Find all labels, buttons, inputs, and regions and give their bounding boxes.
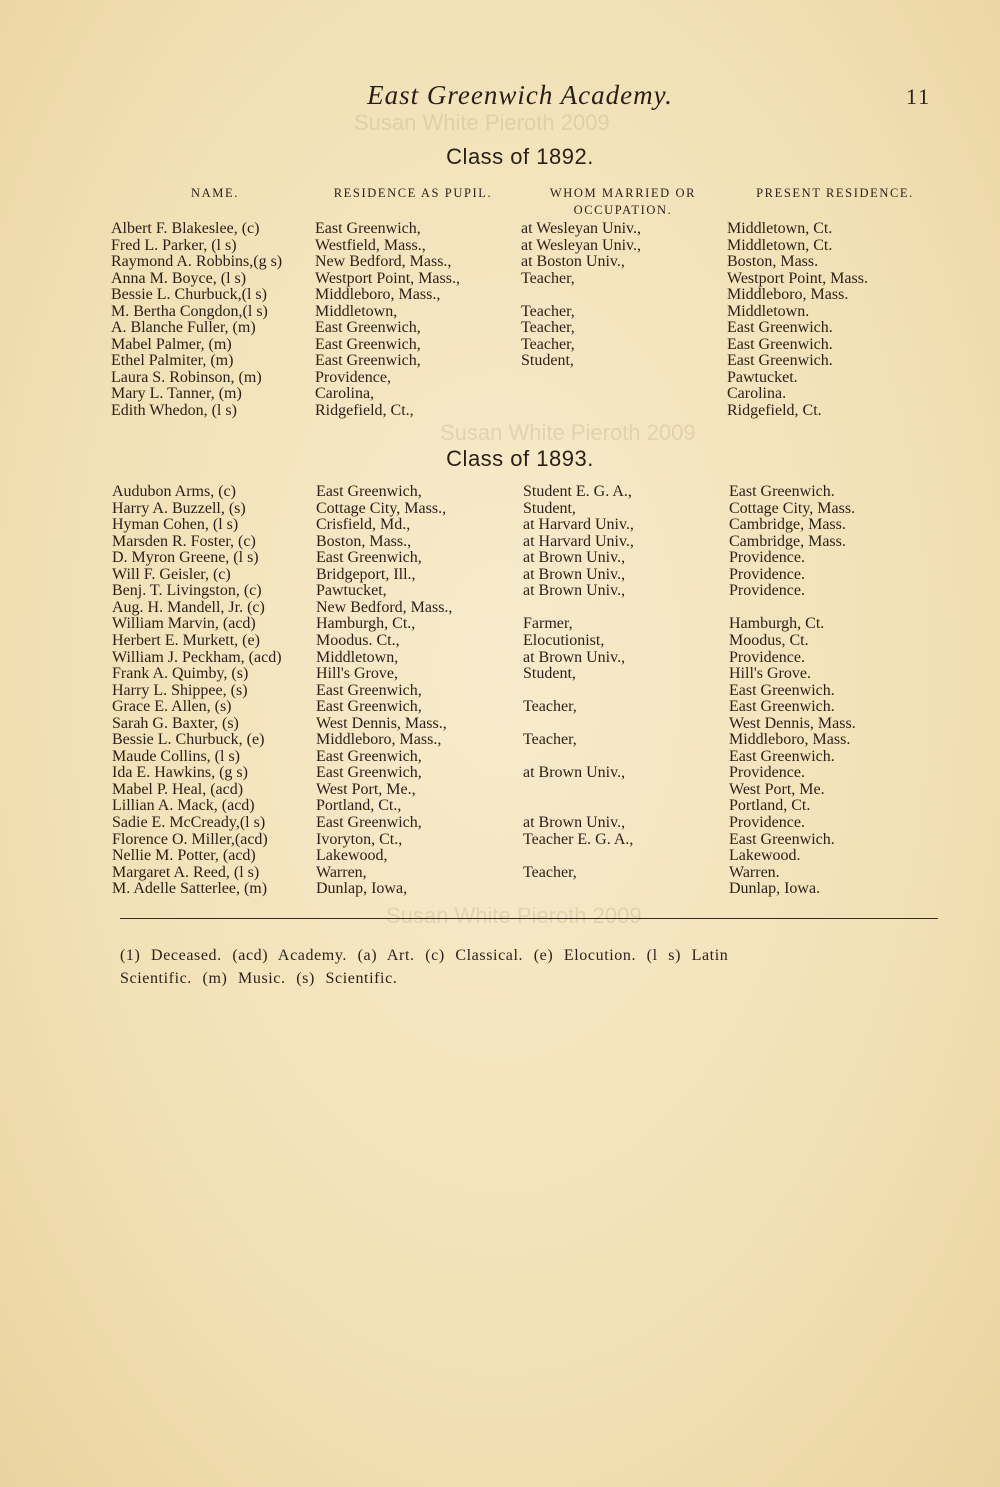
cell-name: Ethel Palmiter, (m) [111, 352, 234, 369]
cell-residence: Crisfield, Md., [316, 516, 411, 534]
cell-occupation: Teacher, [521, 302, 575, 320]
cell-name: Florence O. Miller,(acd) [112, 830, 268, 848]
cell-occupation: Farmer, [523, 615, 573, 633]
cell-residence: West Port, Me., [316, 780, 416, 798]
cell-name: Grace E. Allen, (s) [112, 698, 232, 716]
class-1893-title: Class of 1893. [446, 446, 594, 471]
cell-name: Benj. T. Livingston, (c) [112, 582, 262, 600]
cell-residence: West Dennis, Mass., [316, 714, 447, 732]
cell-present: East Greenwich. [729, 747, 835, 765]
cell-occupation: at Brown Univ., [523, 648, 626, 666]
cell-present: Cambridge, Mass. [729, 532, 846, 550]
cell-residence: Hamburgh, Ct., [316, 615, 416, 633]
cell-residence: Carolina, [315, 385, 375, 402]
cell-present: Ridgefield, Ct. [727, 401, 822, 419]
cell-occupation: at Brown Univ., [523, 814, 626, 831]
footnote-line-2: Scientific. (m) Music. (s) Scientific. [120, 970, 398, 987]
watermark: Susan White Pieroth 2009 [386, 903, 642, 928]
footnote-line-1: (1) Deceased. (acd) Academy. (a) Art. (c) Classical. (e) Elocution. (l s) Latin [120, 947, 729, 964]
cell-residence: Ivoryton, Ct., [316, 830, 403, 848]
cell-residence: Westport Point, Mass., [315, 269, 460, 287]
cell-name: Ida E. Hawkins, (g s) [112, 764, 248, 782]
column-header-residence: RESIDENCE AS PUPIL. [333, 186, 493, 200]
cell-present: Providence. [729, 582, 805, 600]
cell-occupation: at Wesleyan Univ., [521, 220, 642, 237]
cell-residence: Middleboro, Mass., [315, 286, 441, 303]
cell-residence: Middletown, [315, 302, 398, 320]
cell-residence: Hill's Grove, [316, 665, 398, 683]
cell-residence: Portland, Ct., [316, 797, 402, 815]
cell-present: Middletown, Ct. [727, 220, 833, 237]
cell-present: Lakewood. [729, 847, 801, 865]
column-header-married-line1: WHOM MARRIED OR [549, 186, 697, 200]
cell-name: Sadie E. McCready,(l s) [112, 814, 266, 831]
column-header-married [528, 185, 718, 219]
cell-residence: Providence, [315, 368, 391, 386]
cell-present: Carolina. [727, 385, 787, 402]
cell-present: Providence. [729, 565, 805, 583]
cell-present: Dunlap, Iowa. [729, 880, 821, 898]
cell-occupation: Teacher, [523, 731, 577, 749]
cell-name: William J. Peckham, (acd) [112, 648, 282, 666]
cell-name: Fred L. Parker, (l s) [111, 236, 237, 254]
cell-present: East Greenwich. [727, 352, 833, 369]
watermark: Susan White Pieroth 2009 [440, 420, 696, 445]
cell-name: William Marvin, (acd) [112, 615, 256, 633]
cell-residence: East Greenwich, [316, 764, 422, 782]
cell-present: Pawtucket. [727, 368, 798, 386]
cell-residence: Moodus. Ct., [316, 631, 400, 649]
cell-residence: East Greenwich, [315, 220, 421, 237]
cell-name: Maude Collins, (l s) [112, 747, 240, 765]
cell-present: Westport Point, Mass. [727, 269, 868, 287]
cell-name: Raymond A. Robbins,(g s) [111, 253, 283, 270]
footnote [120, 944, 940, 990]
cell-present: East Greenwich. [729, 830, 835, 848]
cell-name: Herbert E. Murkett, (e) [112, 631, 260, 649]
cell-present: Cambridge, Mass. [729, 516, 846, 534]
cell-occupation: Teacher, [523, 863, 577, 881]
cell-occupation: at Wesleyan Univ., [521, 236, 642, 254]
cell-occupation: Teacher, [523, 698, 577, 716]
cell-present: East Greenwich. [729, 483, 835, 500]
running-title: East Greenwich Academy. [367, 80, 673, 110]
cell-occupation: Elocutionist, [523, 631, 605, 649]
cell-present: Middletown, Ct. [727, 236, 833, 254]
cell-present: Providence. [729, 648, 805, 666]
cell-residence: East Greenwich, [315, 352, 421, 369]
cell-name: Marsden R. Foster, (c) [112, 532, 256, 550]
cell-present: West Port, Me. [729, 780, 825, 798]
cell-name: Hyman Cohen, (l s) [112, 516, 239, 534]
cell-present: Warren. [729, 863, 780, 881]
cell-residence: New Bedford, Mass., [315, 253, 452, 270]
cell-name: Audubon Arms, (c) [112, 483, 236, 500]
cell-name: M. Adelle Satterlee, (m) [112, 880, 268, 898]
cell-name: Harry L. Shippee, (s) [112, 681, 248, 699]
column-header-name: NAME. [191, 186, 239, 200]
cell-residence: Dunlap, Iowa, [316, 880, 408, 898]
cell-name: M. Bertha Congdon,(l s) [111, 302, 268, 320]
cell-residence: Middleboro, Mass., [316, 731, 442, 749]
watermark: Susan White Pieroth 2009 [354, 110, 610, 135]
cell-name: Albert F. Blakeslee, (c) [111, 220, 260, 237]
cell-residence: Cottage City, Mass., [316, 499, 447, 517]
cell-name: Will F. Geisler, (c) [112, 565, 231, 583]
cell-residence: Pawtucket, [316, 582, 387, 600]
cell-name: Anna M. Boyce, (l s) [111, 269, 247, 287]
cell-residence: East Greenwich, [316, 483, 422, 500]
cell-occupation: Teacher, [521, 335, 575, 353]
cell-occupation: at Brown Univ., [523, 764, 626, 782]
cell-present: West Dennis, Mass. [729, 714, 856, 732]
cell-name: Margaret A. Reed, (l s) [112, 863, 260, 881]
cell-name: Mary L. Tanner, (m) [111, 385, 242, 402]
column-header-present: PRESENT RESIDENCE. [756, 186, 914, 200]
cell-name: Nellie M. Potter, (acd) [112, 847, 256, 865]
cell-present: East Greenwich. [727, 319, 833, 336]
cell-present: Portland, Ct. [729, 797, 811, 815]
cell-present: Middletown. [727, 302, 810, 320]
cell-present: Cottage City, Mass. [729, 499, 856, 517]
cell-residence: Bridgeport, Ill., [316, 565, 416, 583]
cell-residence: East Greenwich, [316, 747, 422, 765]
cell-residence: New Bedford, Mass., [316, 598, 453, 616]
cell-residence: East Greenwich, [315, 335, 421, 353]
cell-name: Lillian A. Mack, (acd) [112, 797, 255, 815]
cell-occupation: at Brown Univ., [523, 549, 626, 567]
cell-residence: East Greenwich, [316, 814, 422, 831]
page-number: 11 [906, 84, 932, 109]
cell-present: East Greenwich. [729, 681, 835, 699]
cell-occupation: at Harvard Univ., [523, 532, 634, 550]
cell-residence: East Greenwich, [316, 549, 422, 567]
cell-occupation: Student, [521, 352, 574, 369]
cell-occupation: Teacher, [521, 269, 575, 287]
cell-present: Providence. [729, 814, 805, 831]
cell-residence: East Greenwich, [316, 681, 422, 699]
cell-occupation: Teacher E. G. A., [523, 830, 634, 848]
cell-residence: Ridgefield, Ct., [315, 401, 414, 419]
cell-name: Harry A. Buzzell, (s) [112, 499, 246, 517]
cell-residence: Boston, Mass., [316, 532, 412, 550]
cell-present: Hamburgh, Ct. [729, 615, 825, 633]
cell-occupation: Student E. G. A., [523, 483, 632, 500]
cell-name: D. Myron Greene, (l s) [112, 549, 259, 567]
cell-occupation: Student, [523, 499, 576, 517]
cell-present: Middleboro, Mass. [729, 731, 851, 749]
cell-name: Sarah G. Baxter, (s) [112, 714, 239, 732]
cell-residence: Warren, [316, 863, 367, 881]
cell-occupation: at Brown Univ., [523, 565, 626, 583]
cell-residence: East Greenwich, [316, 698, 422, 716]
cell-residence: East Greenwich, [315, 319, 421, 336]
cell-name: A. Blanche Fuller, (m) [111, 319, 256, 336]
column-header-married-line2: OCCUPATION. [573, 203, 673, 217]
cell-present: East Greenwich. [727, 335, 833, 353]
cell-occupation: at Boston Univ., [521, 253, 625, 270]
cell-present: Providence. [729, 764, 805, 782]
cell-name: Bessie L. Churbuck,(l s) [111, 286, 267, 303]
cell-present: Moodus, Ct. [729, 631, 809, 649]
cell-present: Providence. [729, 549, 805, 567]
cell-name: Aug. H. Mandell, Jr. (c) [112, 598, 265, 616]
cell-residence: Middletown, [316, 648, 399, 666]
cell-residence: Lakewood, [316, 847, 388, 865]
cell-name: Laura S. Robinson, (m) [111, 368, 262, 386]
class-1892-title: Class of 1892. [446, 144, 594, 169]
cell-residence: Westfield, Mass., [315, 236, 426, 254]
cell-present: East Greenwich. [729, 698, 835, 716]
cell-occupation: Teacher, [521, 319, 575, 336]
cell-name: Mabel P. Heal, (acd) [112, 780, 244, 798]
cell-name: Bessie L. Churbuck, (e) [112, 731, 265, 749]
cell-present: Middleboro, Mass. [727, 286, 849, 303]
cell-present: Boston, Mass. [727, 253, 819, 270]
divider-rule [120, 918, 938, 919]
cell-occupation: at Brown Univ., [523, 582, 626, 600]
cell-name: Edith Whedon, (l s) [111, 401, 237, 419]
cell-occupation: Student, [523, 665, 576, 683]
cell-occupation: at Harvard Univ., [523, 516, 634, 534]
cell-present: Hill's Grove. [729, 665, 811, 683]
cell-name: Mabel Palmer, (m) [111, 335, 232, 353]
cell-name: Frank A. Quimby, (s) [112, 665, 249, 683]
